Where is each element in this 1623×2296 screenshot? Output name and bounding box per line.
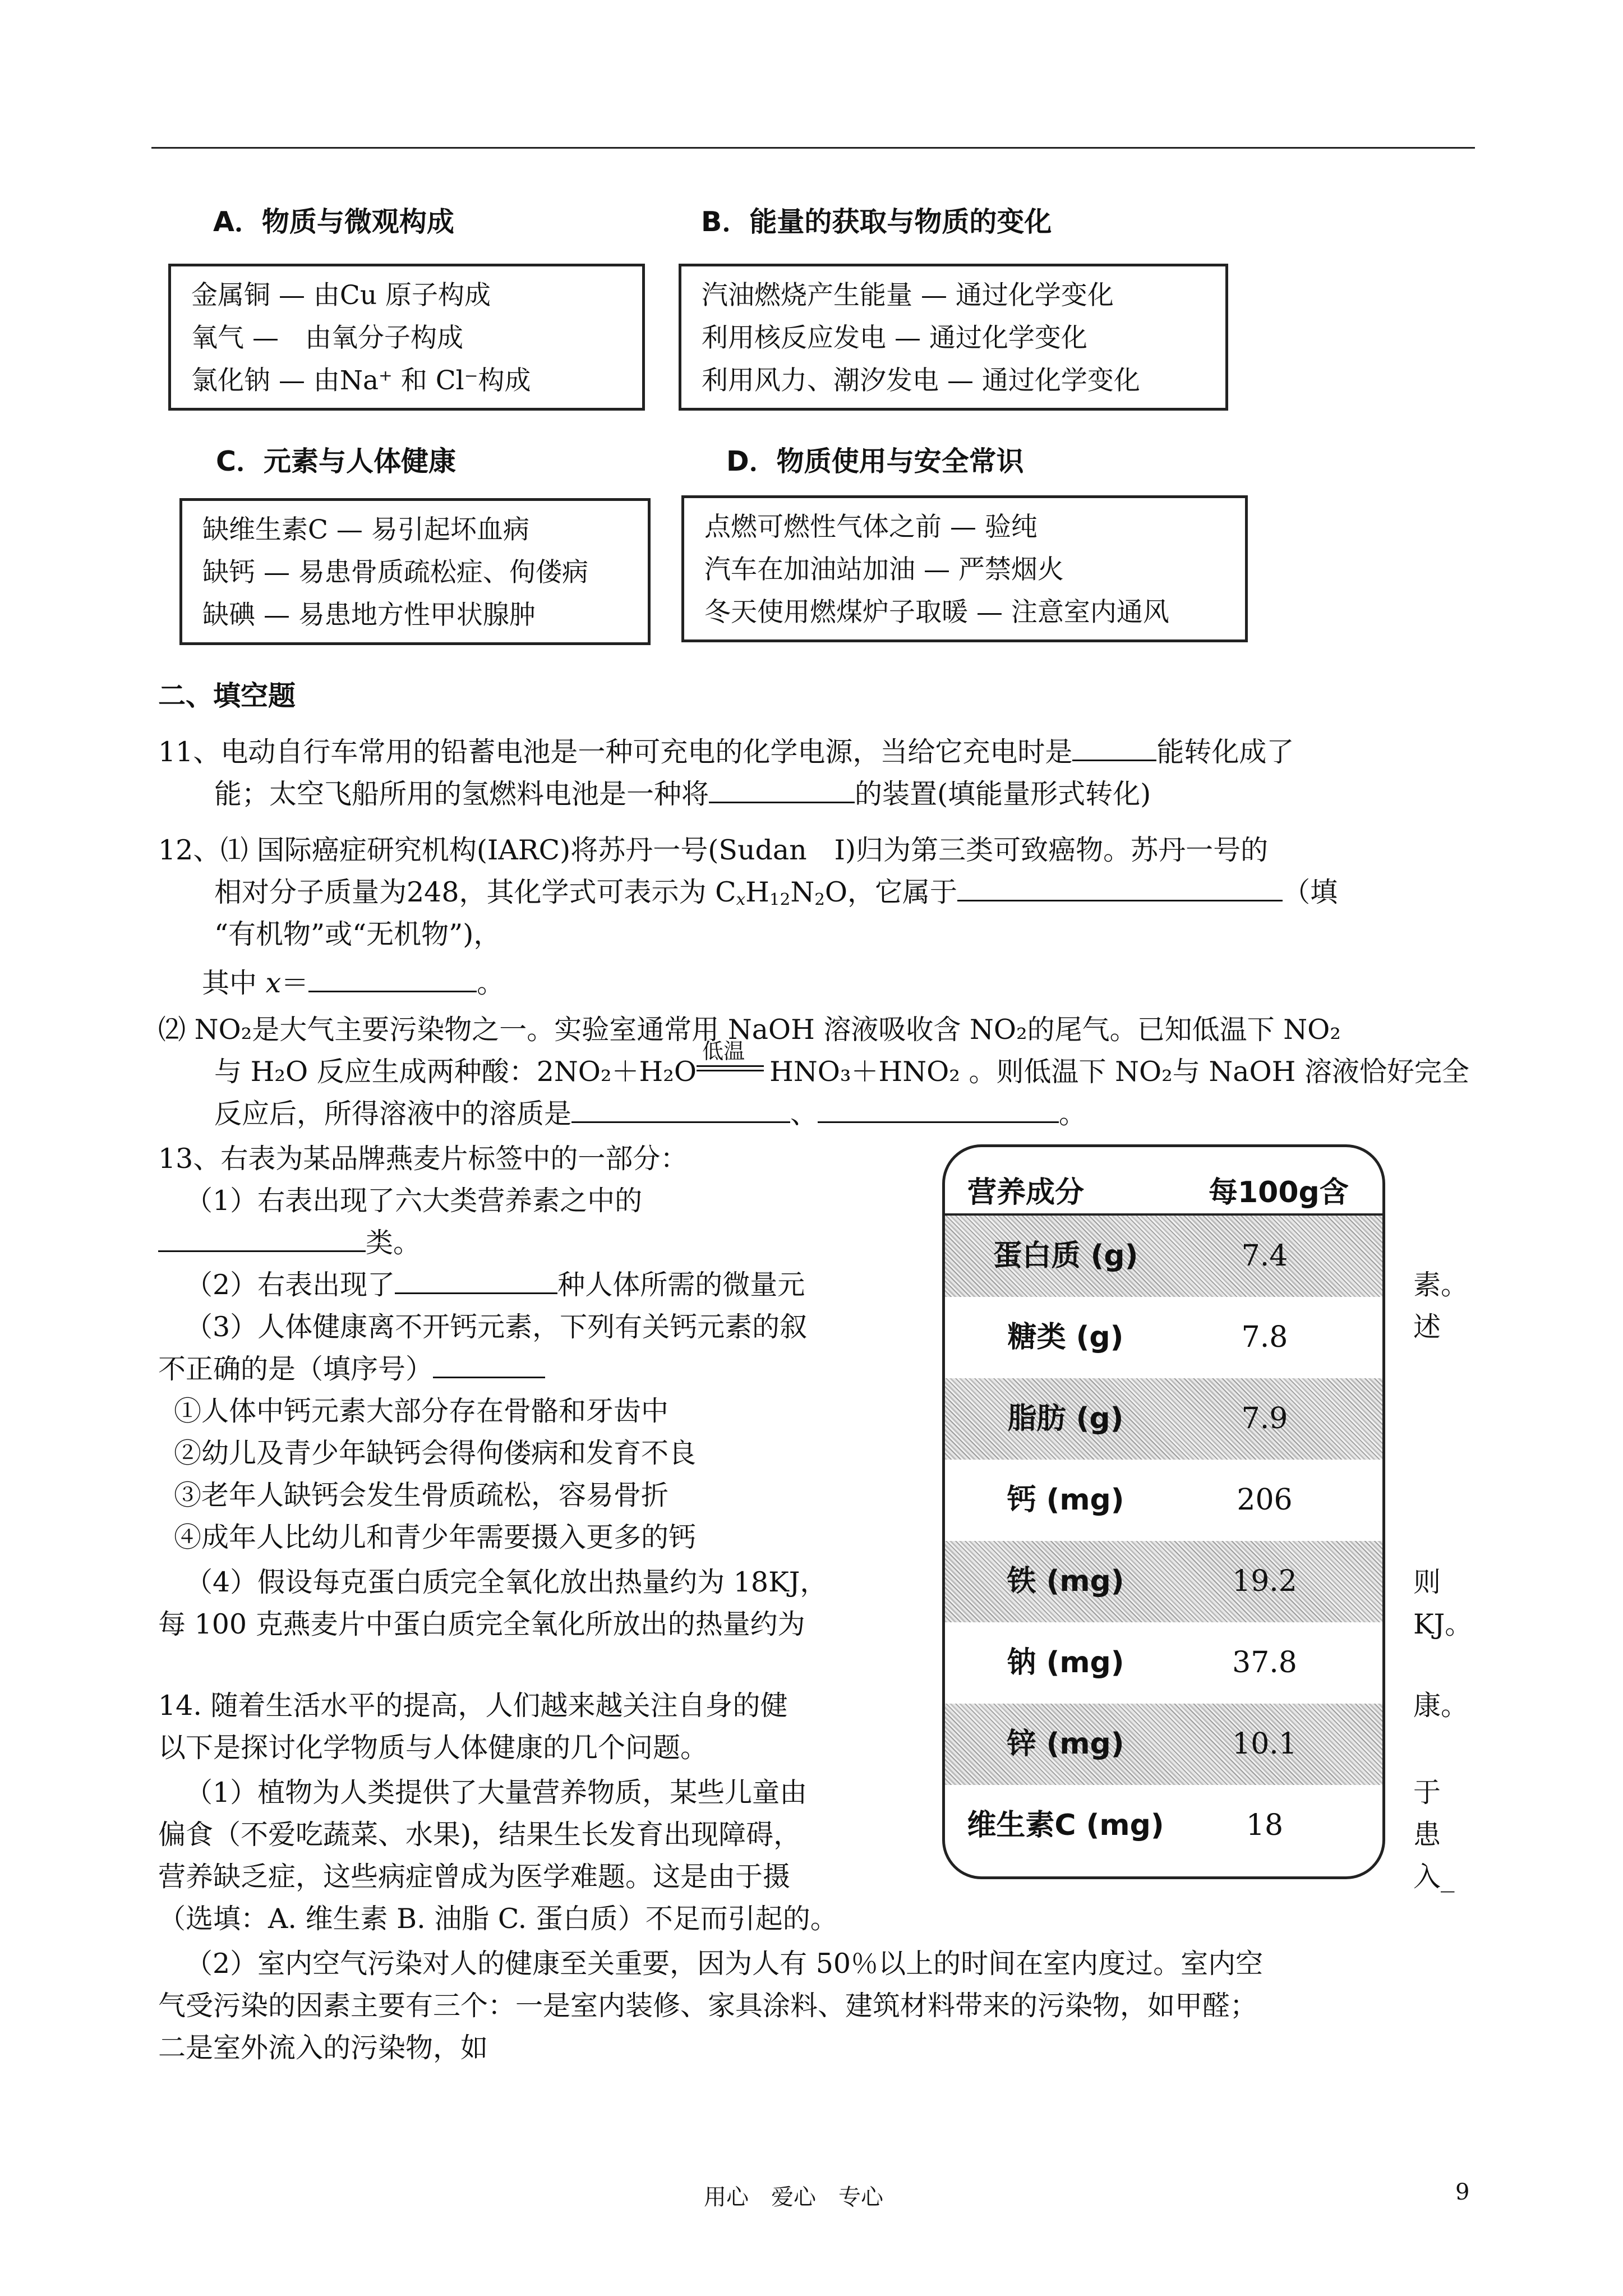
nutrient-name: 维生素C (mg) <box>967 1809 1164 1842</box>
q13-text: 类。 <box>366 1227 421 1259</box>
box-d-line: 点燃可燃性气体之前 — 验纯 <box>704 512 1038 542</box>
q12-text: O，它属于 <box>824 876 958 908</box>
answer-blank[interactable] <box>308 966 477 992</box>
answer-blank[interactable] <box>158 1226 366 1252</box>
nutrition-header <box>945 1147 1382 1209</box>
box-c-title: C．元素与人体健康 <box>216 445 456 477</box>
q13-s1-cont <box>158 1226 421 1260</box>
q14-line: 营养缺乏症，这些病症曾成为医学难题。这是由于摄 <box>158 1861 791 1893</box>
answer-blank[interactable] <box>395 1268 557 1294</box>
q13-s4: （4）假设每克蛋白质完全氧化放出热量约为 18KJ， <box>185 1566 828 1598</box>
q13-s4-end: 则 <box>1413 1566 1441 1598</box>
q11-line1 <box>158 735 1294 770</box>
nutrition-row <box>945 1541 1382 1622</box>
q14-line: 二是室外流入的污染物，如 <box>158 2032 488 2064</box>
q12-p2-line1: ⑵ NO₂是大气主要污染物之一。实验室通常用 NaOH 溶液吸收含 NO₂的尾气。已知低温下 NO₂ <box>158 1014 1341 1046</box>
nutrient-value: 206 <box>1237 1483 1293 1517</box>
box-c-line: 缺碘 — 易患地方性甲状腺肿 <box>202 600 536 631</box>
nutrient-name: 糖类 (g) <box>1007 1320 1124 1354</box>
q13-text: 种人体所需的微量元 <box>557 1269 805 1301</box>
q11-text: 11、电动自行车常用的铅蓄电池是一种可充电的化学电源，当给它充电时是 <box>158 736 1073 768</box>
page-number: 9 <box>1455 2179 1470 2205</box>
q12-p2-line3 <box>214 1097 1086 1131</box>
answer-blank[interactable] <box>818 1097 1059 1123</box>
q12-line1: 12、⑴ 国际癌症研究机构(IARC)将苏丹一号(Sudan I)归为第三类可致癌物。苏丹一号的 <box>158 834 1269 866</box>
q14-line: （选填：A. 维生素 B. 油脂 C. 蛋白质）不足而引起的。 <box>158 1903 838 1935</box>
formula-subscript: 12 <box>769 890 791 909</box>
header-rule <box>151 147 1475 149</box>
q13-option: ④成年人比幼儿和青少年需要摄入更多的钙 <box>174 1521 697 1553</box>
box-b <box>679 264 1228 411</box>
box-b-line: 汽油燃烧产生能量 — 通过化学变化 <box>702 280 1114 311</box>
q14-line: 气受污染的因素主要有三个：一是室内装修、家具涂料、建筑材料带来的污染物，如甲醛； <box>158 1990 1258 2022</box>
q12-line4 <box>202 966 504 1001</box>
q14-line-end: 入_ <box>1413 1861 1455 1893</box>
nutrient-value: 7.4 <box>1241 1239 1288 1273</box>
q11-text: 的装置(填能量形式转化) <box>855 778 1151 810</box>
box-a-line: 金属铜 — 由Cu 原子构成 <box>191 280 491 311</box>
nutrition-header-left: 营养成分 <box>967 1176 1085 1209</box>
nutrient-name: 钙 (mg) <box>1007 1483 1124 1517</box>
nutrient-value: 7.8 <box>1241 1320 1288 1354</box>
q13-intro: 13、右表为某品牌燕麦片标签中的一部分： <box>158 1143 688 1175</box>
q13-text: 不正确的是（填序号） <box>158 1353 434 1385</box>
q12-text: 与 H₂O 反应生成两种酸：2NO₂＋H₂O <box>214 1056 697 1088</box>
q14-line: 偏食（不爱吃蔬菜、水果)，结果生长发育出现障碍， <box>158 1819 801 1851</box>
answer-blank[interactable] <box>1072 735 1156 761</box>
q14-line-end: 于 <box>1413 1777 1441 1809</box>
q13-option: ②幼儿及青少年缺钙会得佝偻病和发育不良 <box>174 1437 697 1469</box>
box-a-title: A．物质与微观构成 <box>213 206 454 238</box>
q13-s2 <box>185 1268 805 1303</box>
box-b-title: B．能量的获取与物质的变化 <box>701 206 1052 238</box>
q12-line2 <box>214 875 1338 917</box>
q14-line-end: 康。 <box>1413 1690 1469 1722</box>
q14-line: 14. 随着生活水平的提高，人们越来越关注自身的健 <box>158 1690 788 1722</box>
q12-text: （填 <box>1283 876 1338 908</box>
box-b-line: 利用风力、潮汐发电 — 通过化学变化 <box>702 365 1140 396</box>
nutrition-row <box>945 1704 1382 1785</box>
q13-s3-cont <box>158 1352 545 1387</box>
box-c-line: 缺维生素C — 易引起坏血病 <box>202 514 529 545</box>
nutrition-row <box>945 1378 1382 1460</box>
box-b-line: 利用核反应发电 — 通过化学变化 <box>702 323 1087 353</box>
nutrition-row <box>945 1460 1382 1541</box>
nutrient-name: 钠 (mg) <box>1007 1646 1124 1680</box>
q12-line3: “有机物”或“无机物”)， <box>214 918 501 950</box>
nutrition-row <box>945 1622 1382 1704</box>
q12-p2-line2 <box>214 1039 1469 1089</box>
box-a-line: 氯化钠 — 由Na⁺ 和 Cl⁻构成 <box>191 365 531 396</box>
nutrient-name: 蛋白质 (g) <box>993 1239 1138 1273</box>
q11-text: 能；太空飞船所用的氢燃料电池是一种将 <box>214 778 709 810</box>
variable-x: x <box>265 967 282 999</box>
nutrient-name: 锌 (mg) <box>1007 1727 1124 1761</box>
q13-s1: （1）右表出现了六大类营养素之中的 <box>185 1185 643 1217</box>
nutrition-header-right: 每100g含 <box>1209 1176 1349 1209</box>
reaction-condition: 低温 <box>702 1039 745 1064</box>
nutrition-row <box>945 1297 1382 1378</box>
answer-blank[interactable] <box>709 777 855 803</box>
q14-line-end: 患 <box>1413 1819 1441 1851</box>
footer-center: 用心 爱心 专心 <box>704 2184 883 2210</box>
box-a-line: 氧气 — 由氧分子构成 <box>191 323 463 353</box>
q13-s2-end: 素。 <box>1413 1269 1469 1301</box>
q12-text: HNO₃＋HNO₂ 。则低温下 NO₂与 NaOH 溶液恰好完全 <box>769 1056 1469 1088</box>
q11-text: 能转化成了 <box>1156 736 1294 768</box>
q12-text: 。 <box>477 967 505 999</box>
q13-option: ③老年人缺钙会发生骨质疏松，容易骨折 <box>174 1479 669 1511</box>
q12-text: ＝ <box>281 967 309 999</box>
formula-subscript: x <box>736 890 746 909</box>
q14-line: （1）植物为人类提供了大量营养物质，某些儿童由 <box>185 1777 808 1809</box>
q13-s3: （3）人体健康离不开钙元素，下列有关钙元素的叙 <box>185 1311 808 1343</box>
section-title: 二、填空题 <box>158 680 296 712</box>
q13-text: （2）右表出现了 <box>185 1269 395 1301</box>
q12-text: 。 <box>1059 1098 1087 1130</box>
answer-blank[interactable] <box>433 1352 545 1378</box>
box-d-title: D．物质使用与安全常识 <box>726 445 1024 477</box>
nutrient-value: 10.1 <box>1232 1727 1297 1761</box>
q11-line2 <box>214 777 1151 812</box>
reaction-arrow <box>697 1039 769 1081</box>
box-c <box>179 498 651 645</box>
answer-blank[interactable] <box>957 875 1283 901</box>
q13-s4-cont: 每 100 克燕麦片中蛋白质完全氧化所放出的热量约为 <box>158 1608 805 1640</box>
q13-s4-unit: KJ。 <box>1413 1608 1473 1640</box>
nutrient-value: 7.9 <box>1241 1402 1288 1435</box>
q12-text: 、 <box>790 1098 818 1130</box>
answer-blank[interactable] <box>571 1097 790 1123</box>
q14-line: 以下是探讨化学物质与人体健康的几个问题。 <box>158 1732 708 1764</box>
box-d-line: 冬天使用燃煤炉子取暖 — 注意室内通风 <box>704 597 1169 628</box>
q12-text: N <box>790 876 815 908</box>
nutrient-name: 脂肪 (g) <box>1007 1402 1124 1435</box>
q12-text: 其中 <box>202 967 266 999</box>
box-a <box>168 264 645 411</box>
box-c-line: 缺钙 — 易患骨质疏松症、佝偻病 <box>202 557 588 588</box>
q14-line: （2）室内空气污染对人的健康至关重要，因为人有 50％以上的时间在室内度过。室内空 <box>185 1948 1264 1980</box>
q12-text: H <box>745 876 769 908</box>
nutrient-value: 19.2 <box>1232 1565 1297 1598</box>
q12-text: 反应后，所得溶液中的溶质是 <box>214 1098 572 1130</box>
nutrient-name: 铁 (mg) <box>1007 1565 1124 1598</box>
q12-text: 相对分子质量为248，其化学式可表示为 C <box>214 876 736 908</box>
q13-s3-end: 述 <box>1413 1311 1441 1343</box>
box-d-line: 汽车在加油站加油 — 严禁烟火 <box>704 554 1064 585</box>
nutrition-label <box>942 1144 1385 1879</box>
formula-subscript: 2 <box>814 890 825 909</box>
nutrient-value: 37.8 <box>1232 1646 1297 1680</box>
nutrient-value: 18 <box>1246 1809 1284 1842</box>
q13-option: ①人体中钙元素大部分存在骨骼和牙齿中 <box>174 1395 669 1427</box>
nutrition-row <box>945 1785 1382 1866</box>
nutrition-row <box>945 1216 1382 1297</box>
box-d <box>681 495 1248 642</box>
